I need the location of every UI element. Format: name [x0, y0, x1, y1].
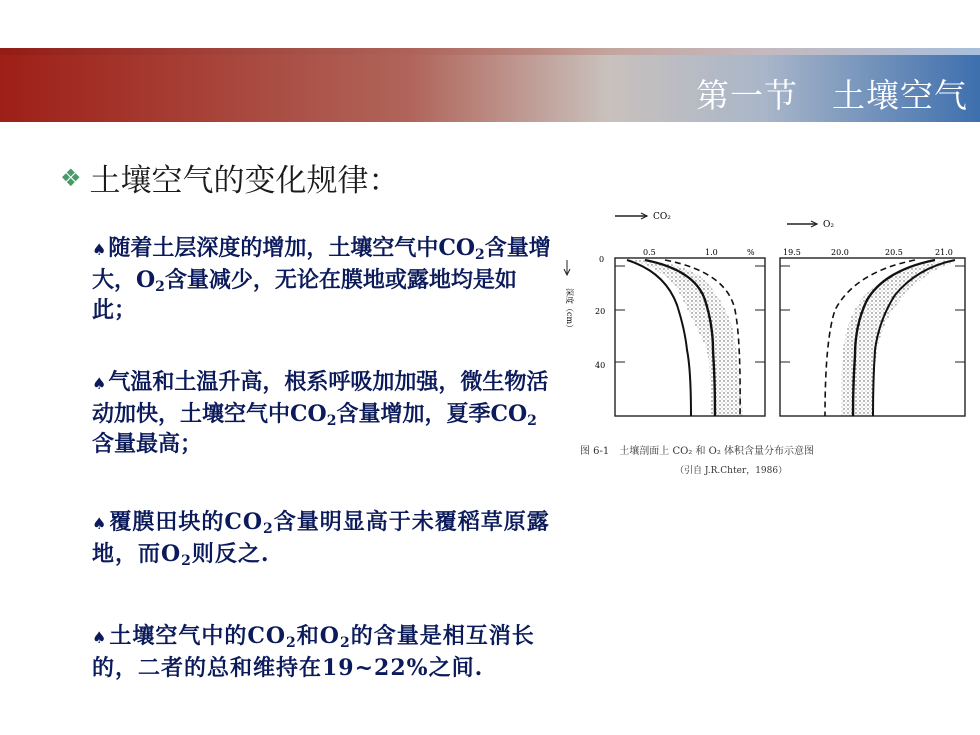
co2-tick-1.0: 1.0 — [705, 248, 718, 257]
p4-sub-b: 2 — [339, 635, 351, 651]
figure-caption: 图 6-1 土壤剖面上 CO₂ 和 O₂ 体积含量分布示意图 — [580, 446, 815, 457]
depth-axis-label: 深度（cm） — [565, 288, 574, 333]
depth-arrow-icon — [564, 260, 570, 275]
section-heading-text: 土壤空气的变化规律： — [89, 163, 400, 199]
p1-text-d: 含量减少，无论在膜地或露地均是如此； — [92, 267, 517, 323]
p4-text-b: 和O — [296, 623, 340, 649]
p2-sub-a: 2 — [326, 413, 337, 429]
p2-sub-b: 2 — [527, 413, 537, 429]
p1-text-c: 含量增大，O — [92, 235, 551, 293]
o2-tick-21.0: 21.0 — [935, 248, 953, 257]
paragraph-mulch — [92, 507, 562, 569]
p1-sub-c: 2 — [155, 279, 165, 295]
p3-text-a: 覆膜田块的CO — [109, 509, 264, 535]
p1-text-b: CO — [438, 235, 476, 261]
slide-title: 第一节 土壤空气 — [696, 76, 968, 115]
paragraph-depth — [92, 233, 552, 325]
paragraph-temperature — [92, 367, 552, 459]
spade-bullet-icon: ♠ — [92, 374, 107, 393]
o2-tick-20.0: 20.0 — [831, 248, 849, 257]
section-heading — [60, 155, 400, 200]
p2-text-c: 含量最高； — [92, 431, 203, 457]
p1-sub-b: 2 — [475, 247, 485, 263]
figure-source: （引自 J.R.Chter，1986） — [675, 466, 788, 476]
p3-text-b: 含量明显高于未覆稻草原露地，而O — [92, 509, 550, 567]
co2-tick-percent: % — [747, 248, 755, 257]
co2-panel — [615, 258, 765, 416]
depth-tick-40: 40 — [595, 361, 606, 370]
spade-bullet-icon: ♠ — [92, 514, 108, 533]
header-accent-line — [0, 48, 980, 55]
p3-sub-b: 2 — [181, 553, 192, 569]
paragraph-sum — [92, 621, 562, 683]
o2-panel — [780, 258, 965, 416]
spade-bullet-icon: ♠ — [92, 240, 107, 259]
p4-text-c: 的含量是相互消长的，二者的总和维持在19~22%之间. — [92, 623, 535, 681]
p1-text-a: 随着土层深度的增加，土壤空气中 — [108, 235, 439, 261]
p2-text-b: 含量增加，夏季CO — [336, 401, 528, 427]
legend-o2-label: O₂ — [823, 220, 834, 230]
p2-text-a: 气温和土温升高，根系呼吸加加强，微生物活动加快，土壤空气中CO — [92, 369, 549, 427]
depth-tick-0: 0 — [599, 255, 605, 264]
o2-tick-19.5: 19.5 — [783, 248, 801, 257]
legend-co2-label: CO₂ — [653, 212, 671, 222]
diamond-bullet-icon: ❖ — [60, 163, 82, 192]
co2-tick-0.5: 0.5 — [643, 248, 656, 257]
depth-tick-20: 20 — [595, 307, 606, 316]
p3-sub-a: 2 — [263, 521, 274, 537]
spade-bullet-icon: ♠ — [92, 628, 108, 647]
o2-tick-20.5: 20.5 — [885, 248, 903, 257]
p3-text-c: 则反之. — [191, 541, 270, 567]
p4-text-a: 土壤空气中的CO — [109, 623, 287, 649]
p4-sub-a: 2 — [286, 635, 297, 651]
